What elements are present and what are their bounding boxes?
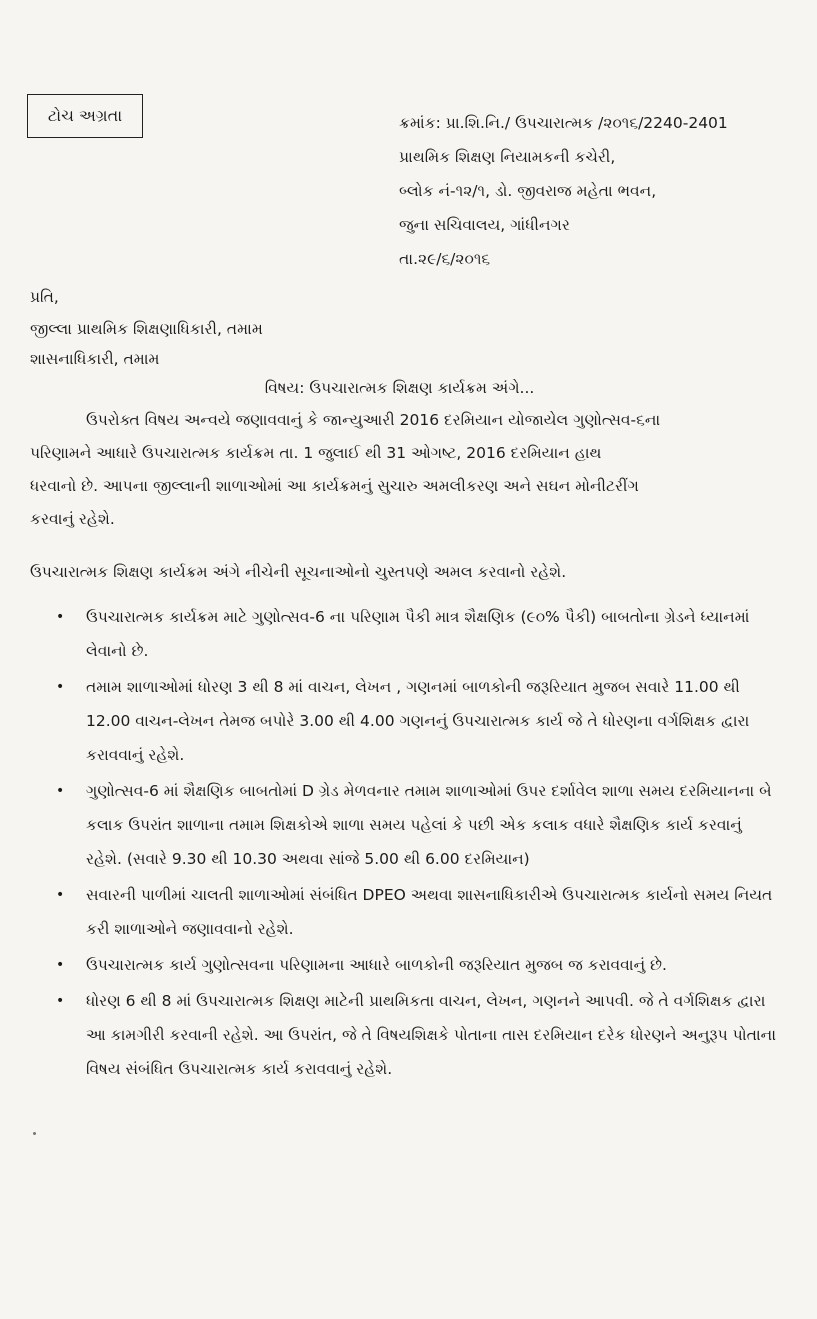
list-item [56, 670, 776, 772]
intro-paragraph [30, 410, 782, 542]
intro-line: કરવાનું રહેશે. [30, 510, 115, 528]
office-name: પ્રાથમિક શિક્ષણ નિયામકની કચેરી, [399, 148, 616, 166]
subject-text: વિષય: ઉપચારાત્મક શિક્ષણ કાર્યક્રમ અંગે... [264, 379, 535, 397]
bullet-icon: • [56, 679, 65, 695]
list-item [56, 948, 776, 982]
intro-line: પરિણામને આધારે ઉપચારાત્મક કાર્યક્રમ તા. 1 જુલાઈ થી 31 ઓગષ્ટ, 2016 દરમિયાન હાથ [30, 444, 602, 462]
list-item-text: સવારની પાળીમાં ચાલતી શાળાઓમાં સંબંધિત DPEO અથવા શાસનાધિકારીએ ઉપચારાત્મક કાર્યનો સમય નિયત કરી શાળાઓને જણાવવાનો રહેશે. [86, 886, 773, 938]
subject-line [0, 379, 817, 398]
bullet-icon: • [56, 783, 65, 799]
letter-date: તા.૨૯/૬/૨૦૧૬ [399, 250, 491, 268]
addressee-line-2: શાસનાધિકારી, તમામ [30, 350, 160, 368]
office-address-line-2: જુના સચિવાલય, ગાંધીનગર [399, 216, 570, 234]
list-item-text: ઉપચારાત્મક કાર્યક્રમ માટે ગુણોત્સવ-6 ના પરિણામ પૈકી માત્ર શૈક્ષણિક (૯૦% પૈકી) બાબતોના ગ્રેડને ધ્યાનમાં લેવાનો છે. [86, 608, 750, 660]
priority-label: ટોચ અગ્રતા [27, 94, 143, 138]
instructions-title: ઉપચારાત્મક શિક્ષણ કાર્યક્રમ અંગે નીચેની સૂચનાઓનો ચુસ્તપણે અમલ કરવાનો રહેશે. [30, 563, 567, 581]
office-address-line-1: બ્લોક નં-૧૨/૧, ડો. જીવરાજ મહેતા ભવન, [399, 182, 657, 200]
list-item [56, 984, 776, 1086]
intro-line: ધરવાનો છે. આપના જીલ્લાની શાળાઓમાં આ કાર્યક્રમનું સુચારુ અમલીકરણ અને સઘન મોનીટરીંગ [30, 477, 639, 495]
addressee-block [30, 287, 263, 379]
office-header [399, 114, 809, 284]
bullet-icon: • [56, 887, 65, 903]
list-item-text: ઉપચારાત્મક કાર્ય ગુણોત્સવના પરિણામના આધારે બાળકોની જરૂરિયાત મુજબ જ કરાવવાનું છે. [86, 956, 667, 974]
addressee-line-1: જીલ્લા પ્રાથમિક શિક્ષણાધિકારી, તમામ [30, 320, 263, 338]
list-item-text: ગુણોત્સવ-6 માં શૈક્ષણિક બાબતોમાં D ગ્રેડ મેળવનાર તમામ શાળાઓમાં ઉપર દર્શાવેલ શાળા સમય દરમિયાનના બે કલાક ઉપરાંત શાળાના તમામ શિક્ષકોએ શાળા સમય પહેલાં કે પછી એક કલાક વધારે શૈક્ષણિક કાર્ય કરવાનું રહેશે. (સવારે 9.30 થી 10.30 અથવા સાંજે 5.00 થી 6.00 દરમિયાન) [86, 782, 772, 868]
bullet-icon: • [56, 993, 65, 1009]
addressee-to: પ્રતિ, [30, 288, 59, 306]
bullet-icon: • [56, 957, 65, 973]
list-item [56, 600, 776, 668]
reference-number: ક્રમાંક: પ્રા.શિ.નિ./ ઉપચારાત્મક /૨૦૧૬/2240-2401 [399, 114, 728, 132]
list-item-text: તમામ શાળાઓમાં ધોરણ 3 થી 8 માં વાચન, લેખન , ગણનમાં બાળકોની જરૂરિયાત મુજબ સવારે 11.00 થી 12.00 વાચન-લેખન તેમજ બપોરે 3.00 થી 4.00 ગણનનું ઉપચારાત્મક કાર્ય જે તે ધોરણના વર્ગશિક્ષક દ્વારા કરાવવાનું રહેશે. [86, 678, 750, 764]
scan-speck [33, 1132, 36, 1135]
list-item [56, 774, 776, 876]
instruction-list [56, 600, 776, 1088]
list-item [56, 878, 776, 946]
bullet-icon: • [56, 609, 65, 625]
intro-line: ઉપરોક્ત વિષય અન્વયે જણાવવાનું કે જાન્યુઆરી 2016 દરમિયાન યોજાયેલ ગુણોત્સવ-૬ના [86, 411, 661, 429]
list-item-text: ધોરણ 6 થી 8 માં ઉપચારાત્મક શિક્ષણ માટેની પ્રાથમિકતા વાચન, લેખન, ગણનને આપવી. જે તે વર્ગશિક્ષક દ્વારા આ કામગીરી કરવાની રહેશે. આ ઉપરાંત, જે તે વિષયશિક્ષકે પોતાના તાસ દરમિયાન દરેક ધોરણને અનુરૂપ પોતાના વિષય સંબંધિત ઉપચારાત્મક કાર્ય કરાવવાનું રહેશે. [86, 992, 776, 1078]
